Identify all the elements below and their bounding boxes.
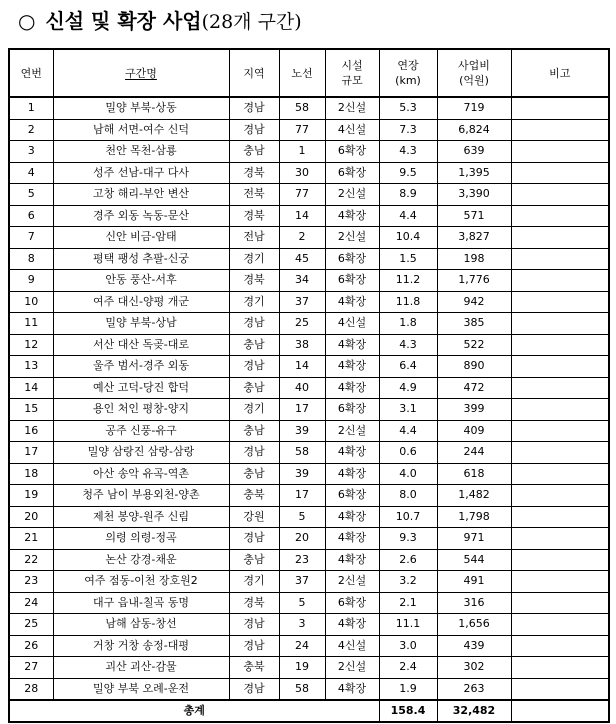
route: 58 [279,678,325,700]
region: 경북 [229,270,279,292]
cost: 1,776 [437,270,511,292]
region: 경기 [229,399,279,421]
remark [511,549,609,571]
row-no: 6 [9,205,53,227]
facility: 4확장 [325,528,379,550]
region: 경북 [229,592,279,614]
section-name: 울주 범서-경주 외동 [53,356,229,378]
facility: 4확장 [325,678,379,700]
route: 58 [279,442,325,464]
cost: 1,395 [437,162,511,184]
section-name: 여주 대신-양평 개군 [53,291,229,313]
section-name: 성주 선남-대구 다사 [53,162,229,184]
section-name: 아산 송악 유곡-역촌 [53,463,229,485]
route: 2 [279,227,325,249]
row-no: 11 [9,313,53,335]
cost: 942 [437,291,511,313]
route: 17 [279,485,325,507]
length: 3.2 [379,571,437,593]
section-name: 서산 대산 독곶-대로 [53,334,229,356]
length: 3.1 [379,399,437,421]
section-name: 괴산 괴산-감물 [53,657,229,679]
cost: 6,824 [437,119,511,141]
facility: 6확장 [325,592,379,614]
section-name: 안동 풍산-서후 [53,270,229,292]
region: 충북 [229,485,279,507]
header-length: 연장 (km) [379,49,437,97]
remark [511,420,609,442]
length: 3.0 [379,635,437,657]
region: 경남 [229,119,279,141]
remark [511,119,609,141]
table-row [9,205,609,227]
remark [511,227,609,249]
region: 충남 [229,420,279,442]
facility: 4확장 [325,377,379,399]
route: 58 [279,97,325,119]
remark [511,463,609,485]
table-row [9,635,609,657]
cost: 639 [437,141,511,163]
remark [511,205,609,227]
section-name: 밀양 부북-상동 [53,97,229,119]
title-count: (28개 구간) [201,11,302,33]
section-name: 대구 읍내-칠곡 동명 [53,592,229,614]
total-label: 총계 [9,700,379,722]
route: 40 [279,377,325,399]
section-name: 여주 점동-이천 장호원2 [53,571,229,593]
cost: 544 [437,549,511,571]
table-row [9,614,609,636]
length: 4.0 [379,463,437,485]
section-name: 신안 비금-암태 [53,227,229,249]
section-name: 예산 고덕-당진 합덕 [53,377,229,399]
header-section [53,49,229,97]
section-name: 거창 거창 송정-대평 [53,635,229,657]
facility: 2신설 [325,97,379,119]
region: 경남 [229,356,279,378]
route: 19 [279,657,325,679]
cost: 491 [437,571,511,593]
facility: 6확장 [325,270,379,292]
cost: 439 [437,635,511,657]
remark [511,377,609,399]
table-row [9,506,609,528]
facility: 4확장 [325,291,379,313]
region: 충남 [229,377,279,399]
remark [511,678,609,700]
section-name: 청주 남이 부용외천-양촌 [53,485,229,507]
length: 4.9 [379,377,437,399]
table-row [9,678,609,700]
length: 7.3 [379,119,437,141]
facility: 4확장 [325,442,379,464]
cost: 1,482 [437,485,511,507]
region: 충남 [229,549,279,571]
facility: 6확장 [325,141,379,163]
row-no: 25 [9,614,53,636]
table-row [9,549,609,571]
remark [511,528,609,550]
length: 0.6 [379,442,437,464]
region: 전북 [229,184,279,206]
table-row [9,291,609,313]
table-header-row [9,49,609,97]
section-name: 밀양 삼랑진 삼랑-삼랑 [53,442,229,464]
table-row [9,528,609,550]
row-no: 16 [9,420,53,442]
cost: 198 [437,248,511,270]
row-no: 5 [9,184,53,206]
table-row [9,248,609,270]
length: 4.4 [379,205,437,227]
route: 39 [279,420,325,442]
header-cost: 사업비 (억원) [437,49,511,97]
table-row [9,227,609,249]
region: 충남 [229,141,279,163]
cost: 244 [437,442,511,464]
total-cost: 32,482 [437,700,511,722]
table-row [9,399,609,421]
length: 6.4 [379,356,437,378]
header-route: 노선 [279,49,325,97]
region: 전남 [229,227,279,249]
row-no: 13 [9,356,53,378]
cost: 571 [437,205,511,227]
cost: 971 [437,528,511,550]
cost: 472 [437,377,511,399]
length: 10.7 [379,506,437,528]
length: 5.3 [379,97,437,119]
table-row [9,270,609,292]
cost: 409 [437,420,511,442]
table-row [9,313,609,335]
length: 10.4 [379,227,437,249]
region: 경남 [229,678,279,700]
region: 경북 [229,205,279,227]
row-no: 17 [9,442,53,464]
section-name: 남해 서면-여수 신덕 [53,119,229,141]
table-row [9,162,609,184]
facility: 4확장 [325,334,379,356]
table-row [9,420,609,442]
length: 2.4 [379,657,437,679]
remark [511,614,609,636]
row-no: 24 [9,592,53,614]
length: 9.5 [379,162,437,184]
table-row [9,141,609,163]
table-row [9,119,609,141]
region: 충남 [229,334,279,356]
row-no: 8 [9,248,53,270]
facility: 4신설 [325,313,379,335]
remark [511,571,609,593]
table-row [9,571,609,593]
section-name: 남해 삼동-창선 [53,614,229,636]
header-facility: 시설 규모 [325,49,379,97]
page-title [18,4,302,38]
remark [511,506,609,528]
facility: 4확장 [325,356,379,378]
remark [511,485,609,507]
cost: 3,390 [437,184,511,206]
table-row [9,463,609,485]
facility: 4확장 [325,463,379,485]
total-row [9,700,609,722]
section-name: 공주 신풍-유구 [53,420,229,442]
route: 5 [279,506,325,528]
remark [511,399,609,421]
facility: 6확장 [325,162,379,184]
row-no: 10 [9,291,53,313]
cost: 890 [437,356,511,378]
region: 경남 [229,614,279,636]
cost: 3,827 [437,227,511,249]
remark [511,97,609,119]
section-name: 의령 의령-정곡 [53,528,229,550]
total-remark [511,700,609,722]
length: 11.1 [379,614,437,636]
facility: 4확장 [325,205,379,227]
length: 4.3 [379,334,437,356]
table-row [9,377,609,399]
remark [511,356,609,378]
length: 4.3 [379,141,437,163]
route: 37 [279,571,325,593]
facility: 4확장 [325,506,379,528]
row-no: 12 [9,334,53,356]
row-no: 26 [9,635,53,657]
row-no: 9 [9,270,53,292]
section-name: 논산 강경-채운 [53,549,229,571]
route: 14 [279,356,325,378]
region: 강원 [229,506,279,528]
length: 2.1 [379,592,437,614]
header-section-label: 구간명 [125,66,157,80]
cost: 399 [437,399,511,421]
length: 8.0 [379,485,437,507]
cost: 316 [437,592,511,614]
route: 14 [279,205,325,227]
facility: 2신설 [325,571,379,593]
remark [511,313,609,335]
length: 1.8 [379,313,437,335]
region: 충남 [229,463,279,485]
remark [511,635,609,657]
section-name: 고창 해리-부안 변산 [53,184,229,206]
row-no: 22 [9,549,53,571]
region: 경기 [229,291,279,313]
section-name: 용인 처인 평창-양지 [53,399,229,421]
row-no: 14 [9,377,53,399]
row-no: 2 [9,119,53,141]
length: 1.9 [379,678,437,700]
route: 20 [279,528,325,550]
region: 경남 [229,442,279,464]
route: 1 [279,141,325,163]
remark [511,442,609,464]
remark [511,270,609,292]
cost: 618 [437,463,511,485]
region: 경남 [229,528,279,550]
section-name: 평택 팽성 추팔-신궁 [53,248,229,270]
facility: 2신설 [325,420,379,442]
row-no: 20 [9,506,53,528]
region: 경북 [229,162,279,184]
facility: 4신설 [325,119,379,141]
row-no: 7 [9,227,53,249]
route: 25 [279,313,325,335]
region: 충북 [229,657,279,679]
header-no: 연번 [9,49,53,97]
table-row [9,442,609,464]
remark [511,334,609,356]
table-row [9,592,609,614]
route: 37 [279,291,325,313]
route: 39 [279,463,325,485]
remark [511,184,609,206]
facility: 2신설 [325,184,379,206]
title-bullet: ○ [18,9,36,33]
cost: 1,798 [437,506,511,528]
route: 3 [279,614,325,636]
remark [511,141,609,163]
facility: 4확장 [325,614,379,636]
row-no: 15 [9,399,53,421]
row-no: 4 [9,162,53,184]
remark [511,592,609,614]
route: 45 [279,248,325,270]
route: 24 [279,635,325,657]
route: 23 [279,549,325,571]
length: 4.4 [379,420,437,442]
section-name: 밀양 부북 오례-운전 [53,678,229,700]
total-length: 158.4 [379,700,437,722]
row-no: 1 [9,97,53,119]
length: 9.3 [379,528,437,550]
route: 17 [279,399,325,421]
table-row [9,485,609,507]
facility: 6확장 [325,485,379,507]
length: 11.2 [379,270,437,292]
facility: 2신설 [325,227,379,249]
row-no: 27 [9,657,53,679]
header-remark: 비고 [511,49,609,97]
row-no: 19 [9,485,53,507]
row-no: 28 [9,678,53,700]
region: 경기 [229,248,279,270]
route: 38 [279,334,325,356]
section-name: 천안 목천-삼룡 [53,141,229,163]
route: 77 [279,184,325,206]
row-no: 18 [9,463,53,485]
facility: 6확장 [325,399,379,421]
section-name: 제천 봉양-원주 신림 [53,506,229,528]
region: 경기 [229,571,279,593]
length: 1.5 [379,248,437,270]
remark [511,162,609,184]
route: 34 [279,270,325,292]
length: 2.6 [379,549,437,571]
row-no: 3 [9,141,53,163]
row-no: 21 [9,528,53,550]
region: 경남 [229,313,279,335]
header-region: 지역 [229,49,279,97]
remark [511,248,609,270]
row-no: 23 [9,571,53,593]
cost: 263 [437,678,511,700]
cost: 385 [437,313,511,335]
remark [511,657,609,679]
table-row [9,184,609,206]
length: 11.8 [379,291,437,313]
region: 경남 [229,97,279,119]
length: 8.9 [379,184,437,206]
facility: 2신설 [325,657,379,679]
table-row [9,334,609,356]
facility: 4신설 [325,635,379,657]
cost: 302 [437,657,511,679]
route: 30 [279,162,325,184]
region: 경남 [229,635,279,657]
section-name: 경주 외동 녹동-문산 [53,205,229,227]
table-row [9,97,609,119]
table-row [9,657,609,679]
facility: 4확장 [325,549,379,571]
title-main: 신설 및 확장 사업 [45,9,202,33]
cost: 1,656 [437,614,511,636]
facility: 6확장 [325,248,379,270]
section-name: 밀양 부북-상남 [53,313,229,335]
table-row [9,356,609,378]
remark [511,291,609,313]
route: 5 [279,592,325,614]
cost: 719 [437,97,511,119]
route: 77 [279,119,325,141]
cost: 522 [437,334,511,356]
project-table [8,48,610,723]
